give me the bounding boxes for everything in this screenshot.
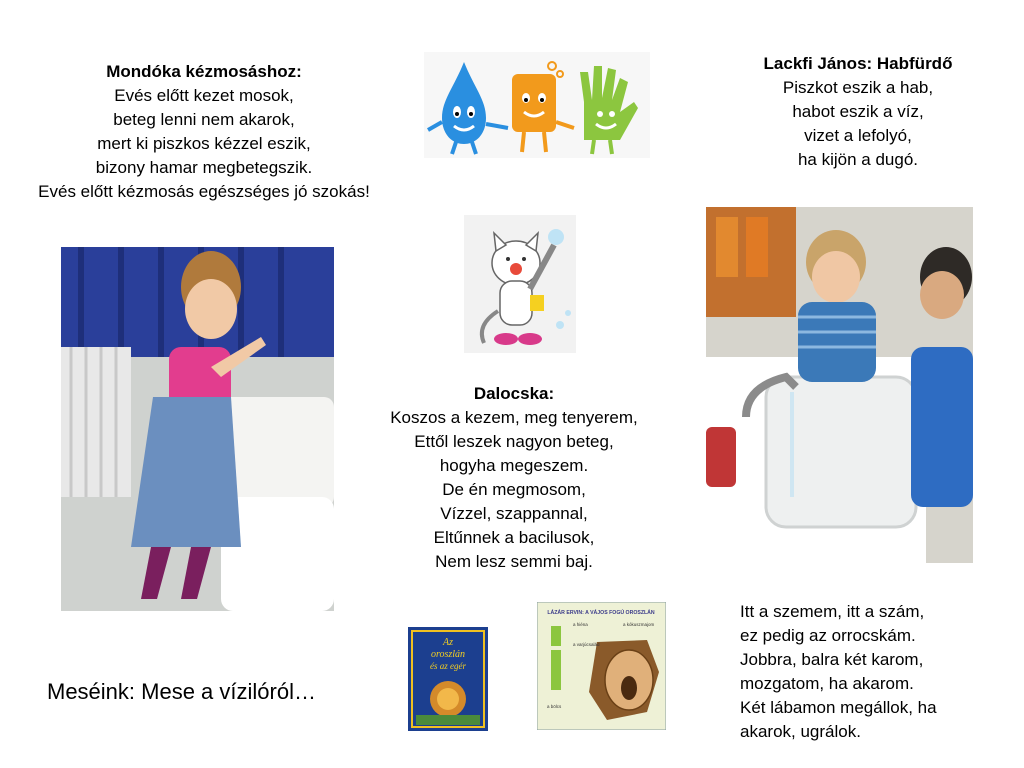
habfurdo-title: Lackfi János: Habfürdő (763, 54, 953, 73)
dalocska-line: Nem lesz semmi baj. (435, 552, 593, 571)
itt-a-szemem-block (740, 600, 1000, 744)
habfurdo-line: Piszkot eszik a hab, (782, 78, 934, 97)
habfurdo-line: habot eszik a víz, (792, 102, 924, 121)
habfurdo-line: vizet a lefolyó, (804, 126, 912, 145)
mondoka-line: bizony hamar megbetegszik. (95, 158, 313, 177)
dalocska-block (354, 382, 674, 574)
soap-icon (512, 74, 556, 132)
book-cover-vajos-fogu-oroszlan (537, 602, 666, 730)
mondoka-line: Evés előtt kezet mosok, (114, 86, 294, 105)
book2-label: a bölcs (547, 704, 562, 709)
dalocska-line: De én megmosom, (442, 480, 586, 499)
mondoka-block (8, 60, 400, 204)
book1-title-line2: oroszlán (430, 649, 466, 660)
itt-a-szemem-line: Itt a szemem, itt a szám, (740, 602, 925, 621)
itt-a-szemem-line: ez pedig az orrocskám. (740, 626, 916, 645)
itt-a-szemem-line: Jobbra, balra két karom, (740, 650, 924, 669)
hygiene-characters-illustration (424, 52, 650, 158)
book-cover-oroszlan-es-az-eger (408, 627, 488, 731)
washing-cat-illustration (464, 215, 576, 353)
water-drop-icon (442, 62, 486, 144)
mondoka-line: Evés előtt kézmosás egészséges jó szokás! (38, 182, 370, 201)
girl-washing-hands-photo (61, 247, 334, 611)
children-washing-hands-photo (706, 207, 973, 563)
book2-label: a varjúcsalád (573, 642, 600, 647)
book2-label: a hiéna (573, 622, 588, 627)
itt-a-szemem-line: mozgatom, ha akarom. (740, 674, 914, 693)
dalocska-title: Dalocska: (473, 384, 555, 403)
book1-title-line3: és az egér (430, 661, 466, 671)
itt-a-szemem-line: akarok, ugrálok. (740, 722, 861, 741)
book2-header: LÁZÁR ERVIN: A VÁJOS FOGÚ OROSZLÁN (547, 610, 655, 616)
book2-label: a kókuszmajom (623, 622, 655, 627)
meseink-caption: Meséink: Mese a vízilóról… (47, 679, 316, 704)
habfurdo-line: ha kijön a dugó. (797, 150, 919, 169)
mondoka-title: Mondóka kézmosáshoz: (106, 62, 302, 81)
book1-title-line1: Az (443, 637, 453, 648)
mondoka-line: beteg lenni nem akarok, (113, 110, 295, 129)
dalocska-line: Eltűnnek a bacilusok, (433, 528, 595, 547)
mondoka-line: mert ki piszkos kézzel eszik, (97, 134, 311, 153)
habfurdo-block (720, 52, 996, 172)
dalocska-line: Vízzel, szappannal, (440, 504, 588, 523)
itt-a-szemem-line: Két lábamon megállok, ha (740, 698, 937, 717)
dalocska-line: Ettől leszek nagyon beteg, (414, 432, 614, 451)
dalocska-line: Koszos a kezem, meg tenyerem, (390, 408, 638, 427)
dalocska-line: hogyha megeszem. (439, 456, 589, 475)
